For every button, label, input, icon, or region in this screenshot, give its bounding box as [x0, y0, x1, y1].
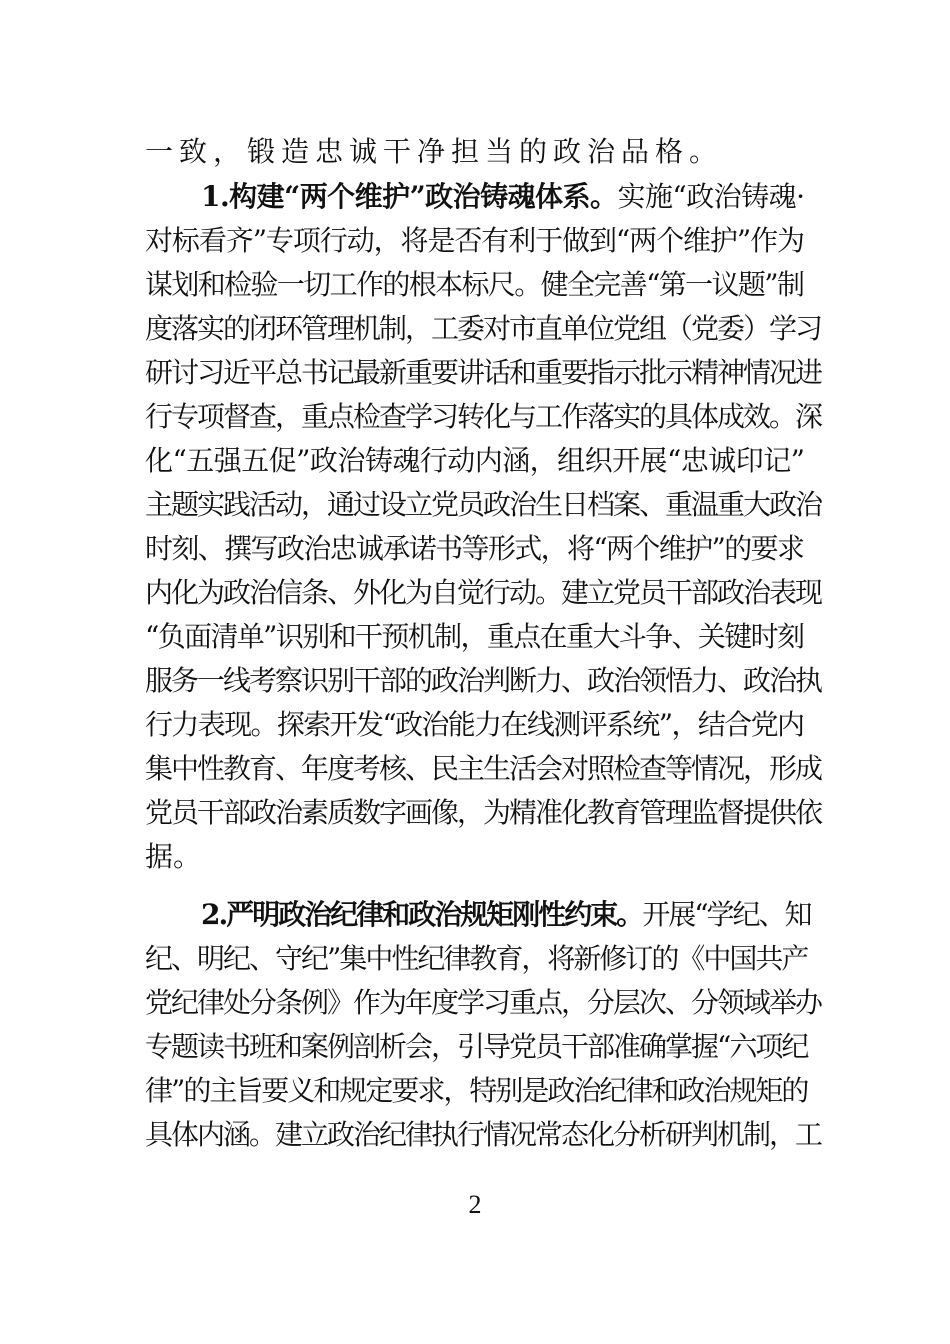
paragraph-text: 专题读书班和案例剖析会，引导党员干部准确掌握“六项纪 [145, 1030, 808, 1063]
text-line [0, 937, 950, 981]
paragraph-text: 谋划和检验一切工作的根本标尺。健全完善“第一议题”制 [145, 268, 804, 301]
paragraph-text: 纪、明纪、守纪”集中性纪律教育，将新修订的《中国共产 [145, 942, 808, 975]
paragraph-text: 对标看齐”专项行动，将是否有利于做到“两个维护”作为 [145, 224, 804, 257]
paragraph-text: 据。 [145, 840, 202, 873]
text-line [0, 835, 950, 879]
text-line [0, 175, 950, 219]
text-line [0, 893, 950, 937]
text-line [0, 351, 950, 395]
text-line [0, 527, 950, 571]
text-line [0, 571, 950, 615]
text-line [0, 1113, 950, 1157]
paragraph-text: 开展“学纪、知 [642, 898, 811, 931]
text-line [0, 659, 950, 703]
paragraph-text: 时刻、撰写政治忠诚承诺书等形式，将“两个维护”的要求 [145, 532, 804, 565]
text-line [0, 483, 950, 527]
text-line [0, 1069, 950, 1113]
paragraph-text: “负面清单”识别和干预机制，重点在重大斗争、关键时刻 [145, 620, 804, 653]
paragraph-text: 服务一线考察识别干部的政治判断力、政治领悟力、政治执 [145, 664, 822, 697]
paragraph-text: 律”的主旨要义和规定要求，特别是政治纪律和政治规矩的 [145, 1074, 808, 1107]
text-line [0, 439, 950, 483]
paragraph-text: 党员干部政治素质数字画像，为精准化教育管理监督提供依 [145, 796, 822, 829]
paragraph-text: 党纪律处分条例》作为年度学习重点，分层次、分领域举办 [145, 986, 822, 1019]
text-line [0, 263, 950, 307]
text-line [0, 219, 950, 263]
paragraph-text: 集中性教育、年度考核、民主生活会对照检查等情况，形成 [145, 752, 822, 785]
paragraph-text: 度落实的闭环管理机制，工委对市直单位党组（党委）学习 [145, 312, 822, 345]
text-line [0, 1025, 950, 1069]
paragraph-text: 化“五强五促”政治铸魂行动内涵，组织开展“忠诚印记” [145, 444, 805, 477]
text-line [0, 307, 950, 351]
paragraph-text: 主题实践活动，通过设立党员政治生日档案、重温重大政治 [145, 488, 822, 521]
section-heading: 1.构建“两个维护”政治铸魂体系。 [201, 180, 618, 213]
text-line [0, 981, 950, 1025]
text-line [0, 395, 950, 439]
paragraph-text: 实施“政治铸魂· [617, 180, 805, 213]
page-number: 2 [468, 1190, 482, 1219]
text-line [0, 615, 950, 659]
paragraph-text: 一致，锻造忠诚干净担当的政治品格。 [145, 135, 724, 168]
paragraph-text: 研讨习近平总书记最新重要讲话和重要指示批示精神情况进 [145, 356, 822, 389]
paragraph-text: 具体内涵。建立政治纪律执行情况常态化分析研判机制，工 [145, 1118, 822, 1151]
text-line [0, 130, 950, 174]
text-line [0, 703, 950, 747]
section-heading: 2.严明政治纪律和政治规矩刚性约束。 [201, 898, 643, 931]
paragraph-text: 内化为政治信条、外化为自觉行动。建立党员干部政治表现 [145, 576, 822, 609]
paragraph-text: 行专项督查，重点检查学习转化与工作落实的具体成效。深 [145, 400, 822, 433]
paragraph-text: 行力表现。探索开发“政治能力在线测评系统”，结合党内 [145, 708, 804, 741]
text-line [0, 791, 950, 835]
text-line [0, 747, 950, 791]
